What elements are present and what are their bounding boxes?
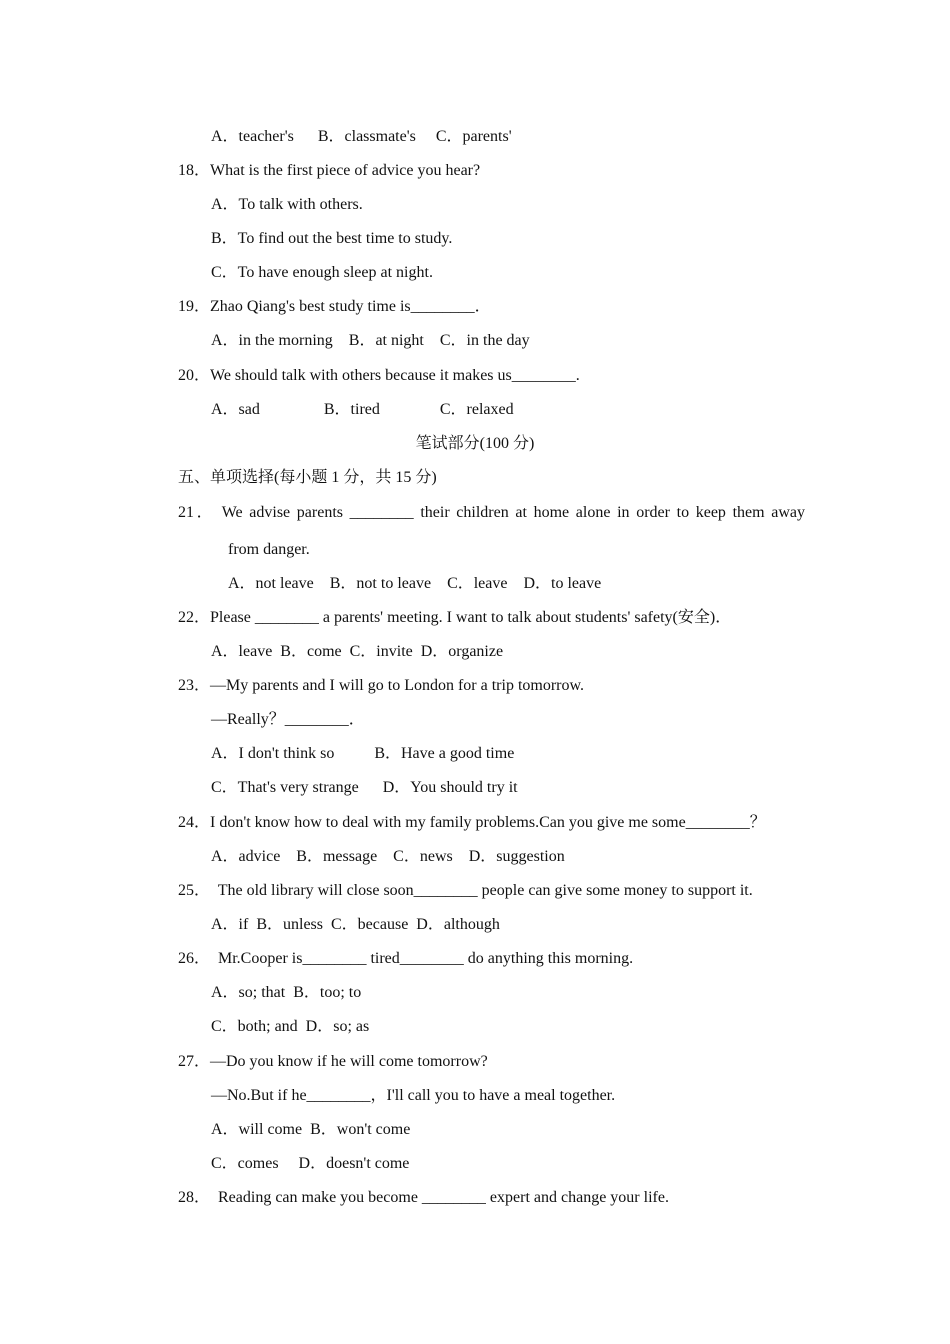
q25-stem: 25． The old library will close soon________ people can give some money to support it. [178,882,753,899]
q23-reply: —Really？________． [211,711,365,728]
q27-options-ab: A．will come B．won't come [211,1121,411,1138]
q18-option-a: A．To talk with others. [211,196,363,213]
q28-stem: 28． Reading can make you become ________ expert and change your life. [178,1189,669,1206]
q21-stem-continued: from danger. [228,541,310,558]
q27-reply: —No.But if he________，I'll call you to have a meal together. [211,1087,616,1104]
q19-stem: 19．Zhao Qiang's best study time is________． [178,298,491,315]
q26-options-ab: A．so; that B．too; to [211,984,362,1001]
q23-options-cd: C．That's very strange D．You should try it [211,779,518,796]
q24-stem: 24．I don't know how to deal with my family problems.Can you give me some________？ [178,814,766,831]
section-written-title: 笔试部分(100 分) [415,435,535,452]
q22-options: A．leave B．come C．invite D．organize [211,643,504,660]
q18-option-b: B．To find out the best time to study. [211,230,453,247]
q17-options: A．teacher's B．classmate's C．parents' [211,128,512,145]
q18-stem: 18．What is the first piece of advice you hear? [178,162,481,179]
q23-options-ab: A．I don't think so B．Have a good time [211,745,515,762]
q19-options: A．in the morning B．at night C．in the day [211,332,530,349]
q20-stem: 20．We should talk with others because it makes us________. [178,367,580,384]
q26-stem: 26． Mr.Cooper is________ tired________ do anything this morning. [178,950,634,967]
q21-options: A．not leave B．not to leave C．leave D．to leave [228,575,602,592]
section-5-title: 五、单项选择(每小题 1 分，共 15 分) [178,469,437,486]
q18-option-c: C．To have enough sleep at night. [211,264,433,281]
q24-options: A．advice B．message C．news D．suggestion [211,848,565,865]
q21-stem: 21． We advise parents ________ their children at home alone in order to keep them away [178,504,805,521]
q20-options: A．sad B．tired C．relaxed [211,401,514,418]
q27-options-cd: C．comes D．doesn't come [211,1155,410,1172]
q23-stem: 23．—My parents and I will go to London for a trip tomorrow. [178,677,585,694]
q22-stem: 22．Please ________ a parents' meeting. I want to talk about students' safety(安全)． [178,609,732,626]
q26-options-cd: C．both; and D．so; as [211,1018,370,1035]
q27-stem: 27．—Do you know if he will come tomorrow? [178,1053,488,1070]
q25-options: A．if B．unless C．because D．although [211,916,500,933]
